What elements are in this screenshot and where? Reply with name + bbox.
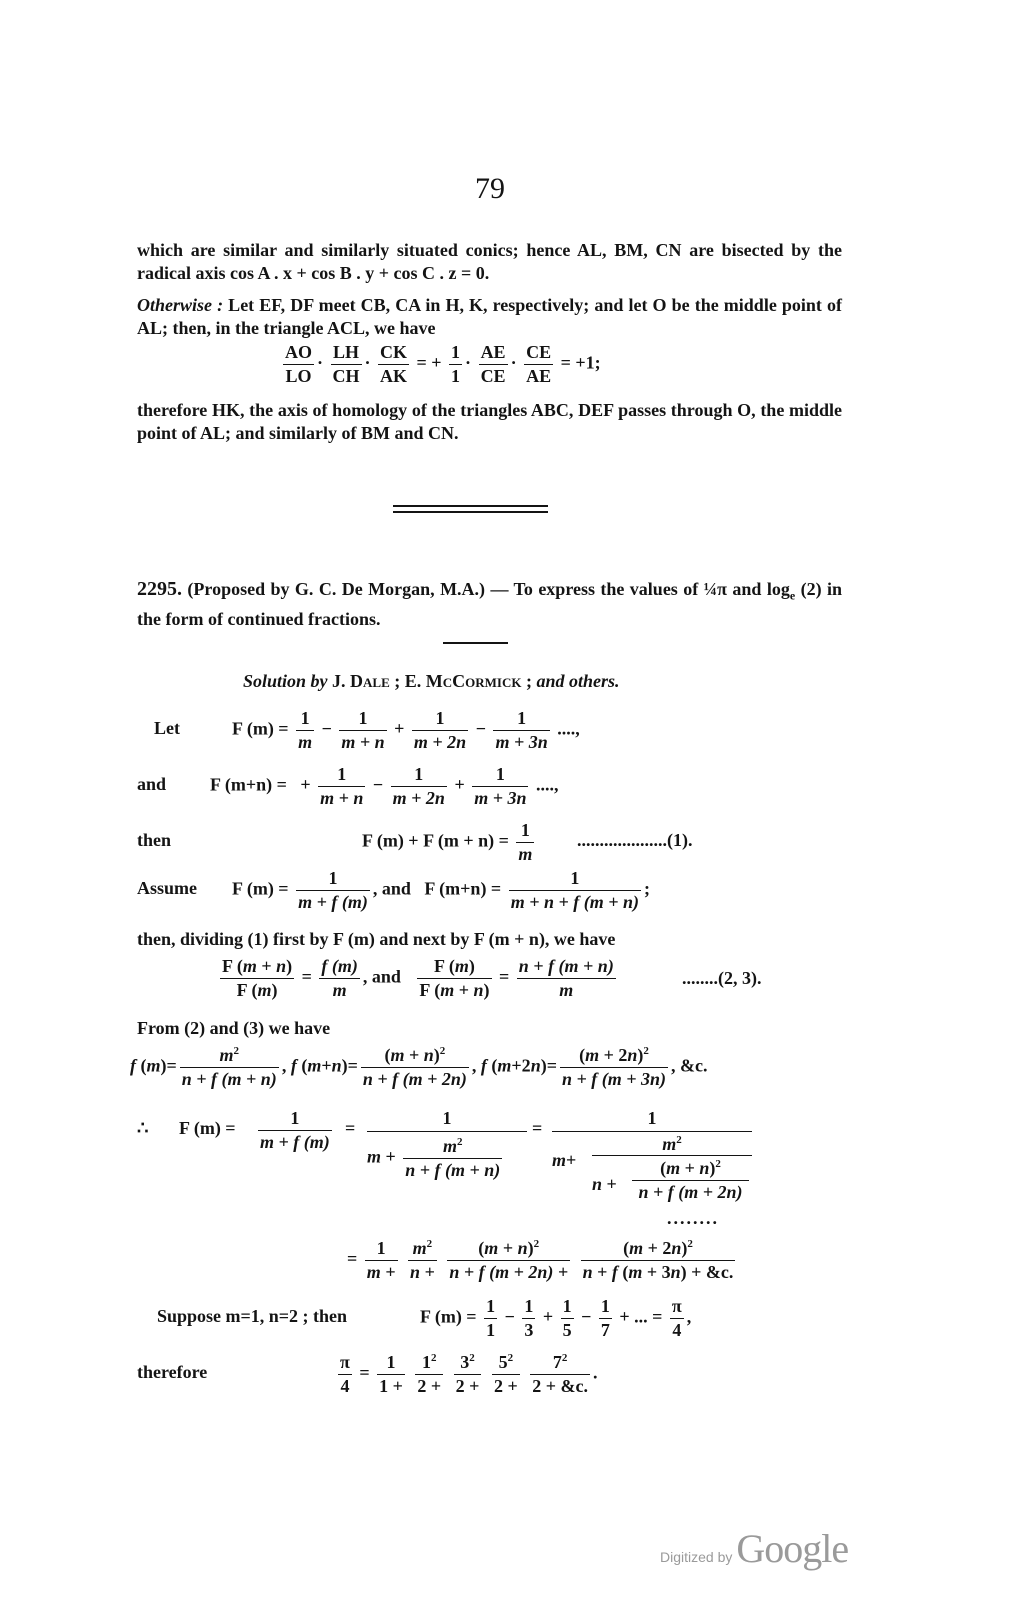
frac-ce-ae: $\frac{CE}{AE}$ xyxy=(526,342,552,386)
frac-ae-ce: $\frac{AE}{CE}$ xyxy=(480,342,506,386)
from-2-3-line: From (2) and (3) we have xyxy=(137,1018,331,1038)
section-rule-top xyxy=(393,505,548,507)
page-number: 79 xyxy=(475,172,505,205)
solution-byline: Solution by J. Dale ; E. McCormick ; and others. xyxy=(243,671,620,691)
paragraph-2-body: Let EF, DF meet CB, CA in H, K, respectively; and let O be the middle point of AL; then, in the triangle ACL, we have xyxy=(137,295,842,338)
frac-ck-ak: $\frac{CK}{AK}$ xyxy=(380,342,408,386)
frac-ao-lo: $\frac{AO}{LO}$ xyxy=(285,342,312,386)
problem-statement: 2295. (Proposed by G. C. De Morgan, M.A.) — To express the values of ¼π and $\log_e (2)$ in the form of continued fractions. xyxy=(137,578,842,629)
eq-fm-series: f (m)= $\frac{m^2}{n + f (m + n)}$ , f (m+n)= $\frac{(m + n)^2}{n + f (m + 2n)}$ , f (m+2n)= $\frac{(m + 2n)^2}{n + f (m + 3n)}$ , &c. xyxy=(130,1045,708,1089)
paragraph-2 xyxy=(137,294,842,340)
problem-rule xyxy=(443,642,508,644)
frac-1-1: $\frac{1}{1}$ xyxy=(451,342,461,386)
eq-continued-fraction: ∴ F (m) = $\frac{1}{m + f (m)}$ = 1 m + $\frac{m^2}{n + f (m + n)}$ = 1 m+ $m^2$ n + $(m + n)^2$ n + f (m + 2n) ........ xyxy=(137,1108,842,1228)
otherwise-label: Otherwise : xyxy=(137,295,224,315)
then-dividing-line: then, dividing (1) first by F (m) and next by F (m + n), we have xyxy=(137,929,616,949)
page: 79 which are similar and similarly situated conics; hence AL, BM, CN are bisected by the radical axis cos A . x + cos B . y + cos C . z = 0. Otherwise : Let EF, DF meet CB, CA in H, K, respectively; and let O be the middle point of AL; then, in the triangle ACL, we have $\frac{AO}{LO}$ · $\frac{LH}{CH}$ · $\frac{CK}{AK}$ = + $\frac{1}{1}$ · $\frac{AE}{CE}$ · $\frac{CE}{AE}$ = +1; therefore HK, the axis of homology of the triangles ABC, DEF passes through O, the middle point of AL; and similarly of BM and CN. 2295. (Proposed by G. C. De Morgan, M.A.) — To express the values of ¼π and $\log_e (2)$ in the form of continued fractions. Solution by J. Dale ; E. McCormick ; and others. Let F (m) = $\frac{1}{m}$ − $\frac{1}{m + n}$ + $\frac{1}{m + 2n}$ − $\frac{1}{m + 3n}$ ...., and F (m+n) = + $\frac{1}{m + n}$ − $\frac{1}{m + 2n}$ + $\frac{1}{m + 3n}$ ...., then F (m) + F (m + n) = $\frac{1}{m}$ ....................(1). Assume F (m) = $\frac{1}{m + f (m)}$ , and F (m+n) = $\frac{1}{m + n + f (m + n)}$ ; then, dividing (1) first by F (m) and next by F (m + n), we have $\frac{F (m + n)}{F (m)}$ = $\frac{f (m)}{m}$ , and $\frac{F (m)}{F (m + n)}$ = $\frac{n + f (m + n)}{m}$ ........(2, 3). From (2) and (3) we have f (m)= $\frac{m^2}{n + f (m + n)}$ , f (m+n)= $\frac{(m + n)^2}{n + f (m + 2n)}$ , f (m+2n)= $\frac{(m + 2n)^2}{n + f (m + 3n)}$ , &c. ∴ F (m) = $\frac{1}{m + f (m)}$ = 1 m + $\frac{m^2}{n + f (m + n)}$ = 1 m+ $m^2$ n + $(m + n)^2$ n + f (m + 2n) ........ = $\frac{1}{m +}$ $\frac{m^2}{n +}$ $\frac{(m + n)^2}{n + f (m + 2n) +}$ $\frac{(m + 2n)^2}{n + f (m + 3n) + \&c.}$ Suppose m=1, n=2 ; then F (m) = $\frac{1}{1}$ − $\frac{1}{3}$ + $\frac{1}{5}$ − $\frac{1}{7}$ + ... = $\frac{\pi}{4}$ , therefore $\frac{\pi}{4}$ = $\frac{1}{1 +}$ $\frac{1^2}{2 +}$ $\frac{3^2}{2 +}$ $\frac{5^2}{2 +}$ $\frac{7^2}{2 + \&c.}$ . Digitized by Google xyxy=(130,172,849,1571)
ratio-equation: $\frac{AO}{LO}$ · $\frac{LH}{CH}$ · $\frac{CK}{AK}$ = + $\frac{1}{1}$ · $\frac{AE}{CE}$ · $\frac{CE}{AE}$ = +1; xyxy=(285,342,601,386)
frac-lh-ch: $\frac{LH}{CH}$ xyxy=(332,342,360,386)
paragraph-3: therefore HK, the axis of homology of the triangles ABC, DEF passes through O, the middle point of AL; and similarly of BM and CN. xyxy=(137,400,842,443)
paragraph-1: which are similar and similarly situated conics; hence AL, BM, CN are bisected by the radical axis cos A . x + cos B . y + cos C . z = 0. xyxy=(137,240,842,283)
problem-number: 2295. xyxy=(137,578,182,600)
google-watermark: Digitized by Google xyxy=(660,1526,849,1571)
section-rule-bottom xyxy=(393,511,548,513)
